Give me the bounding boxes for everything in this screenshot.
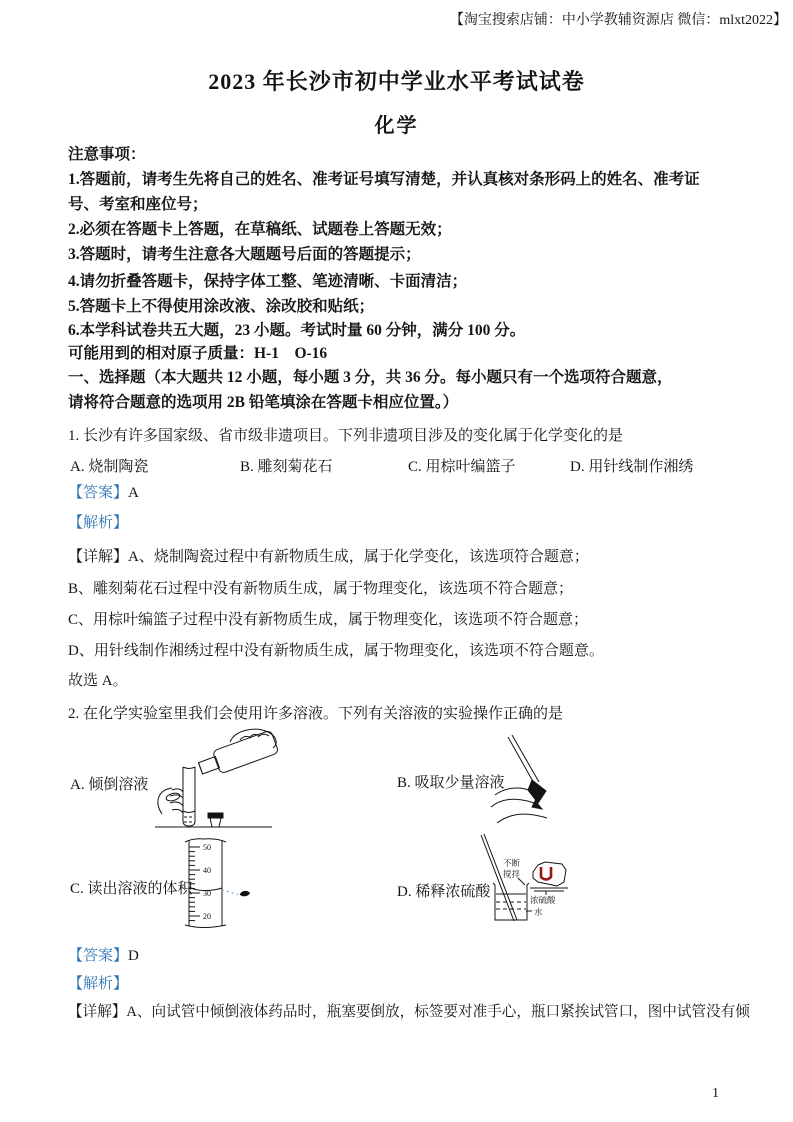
q2-option-d-label: D. 稀释浓硫酸 xyxy=(397,884,491,900)
answer-tag: 【答案】 xyxy=(68,948,129,964)
scale-50: 50 xyxy=(203,843,211,852)
eye-icon xyxy=(240,891,250,896)
q1-option-c: C. 用棕叶编篮子 xyxy=(408,459,516,475)
q1-answer-line xyxy=(68,484,139,502)
fig-dilute-acid xyxy=(478,832,638,928)
q1-option-a: A. 烧制陶瓷 xyxy=(70,459,149,475)
notice-5: 5.答题卡上不得使用涂改液、涂改胶和贴纸； xyxy=(68,298,375,315)
shop-watermark: 【淘宝搜索店铺：中小学教辅资源店 微信：mlxt2022】 xyxy=(449,13,787,28)
q1-detail-b: B、雕刻菊花石过程中没有新物质生成，属于物理变化，该选项不符合题意； xyxy=(68,581,574,597)
atomic-mass-note: 可能用到的相对原子质量：H-1 O-16 xyxy=(68,345,328,362)
q1-stem: 1. 长沙有许多国家级、省市级非遗项目。下列非遗项目涉及的变化属于化学变化的是 xyxy=(68,428,624,444)
answer-tag: 【答案】 xyxy=(68,485,129,501)
paper-subject: 化学 xyxy=(374,115,419,137)
paper-title: 2023 年长沙市初中学业水平考试试卷 xyxy=(208,69,585,94)
q2-option-c-label: C. 读出溶液的体积 xyxy=(70,881,193,897)
stir-label-line1: 不断 xyxy=(503,858,521,868)
notice-3: 3.答题时，请考生注意各大题题号后面的答题提示； xyxy=(68,246,421,263)
section-1-heading-line1: 一、选择题（本大题共 12 小题，每小题 3 分，共 36 分。每小题只有一个选项符合题意， xyxy=(68,369,673,386)
fig-pour-liquid xyxy=(140,726,310,831)
q2-detail-a-text: A、向试管中倾倒液体药品时，瓶塞要倒放，标签要对准手心，瓶口紧挨试管口，图中试管没有倾 xyxy=(126,1004,750,1020)
section-1-heading-line2: 请将符合题意的选项用 2B 铅笔填涂在答题卡相应位置。） xyxy=(68,394,459,411)
page-number: 1 xyxy=(712,1086,719,1101)
notice-6: 6.本学科试卷共五大题，23 小题。考试时量 60 分钟，满分 100 分。 xyxy=(68,322,526,339)
q2-answer-line xyxy=(68,947,139,965)
q1-analysis-line xyxy=(68,514,128,532)
q2-option-a-label: A. 倾倒溶液 xyxy=(70,777,149,793)
q1-option-b: B. 雕刻菊花石 xyxy=(240,459,333,475)
analysis-tag: 【解析】 xyxy=(68,976,129,992)
notice-1-line1: 1.答题前，请考生先将自己的姓名、准考证号填写清楚，并认真核对条形码上的姓名、准考证 xyxy=(68,171,700,188)
scale-40: 40 xyxy=(203,866,211,875)
water-label: 水 xyxy=(534,907,543,917)
q2-analysis-line xyxy=(68,975,128,993)
notice-4: 4.请勿折叠答题卡，保持字体工整、笔迹清晰、卡面清洁； xyxy=(68,273,468,290)
fig-graduated-cylinder xyxy=(183,836,258,931)
q2-detail-a xyxy=(68,1003,750,1021)
q1-detail-a xyxy=(68,548,589,566)
q1-answer-value: A xyxy=(128,485,139,501)
notice-heading: 注意事项： xyxy=(68,146,146,163)
stir-label-line2: 搅拌 xyxy=(503,869,521,879)
detail-tag: 【详解】 xyxy=(68,1004,127,1020)
notice-2: 2.必须在答题卡上答题，在草稿纸、试题卷上答题无效； xyxy=(68,221,452,238)
q1-detail-a-text: A、烧制陶瓷过程中有新物质生成，属于化学变化，该选项符合题意； xyxy=(128,549,589,565)
bottle-label-mark xyxy=(541,867,551,880)
q1-conclusion: 故选 A。 xyxy=(68,673,128,689)
fig-dropper xyxy=(487,731,572,827)
scale-30: 30 xyxy=(203,889,211,898)
acid-label: 浓硫酸 xyxy=(530,895,556,905)
sight-line xyxy=(222,890,240,895)
q2-option-b-label: B. 吸取少量溶液 xyxy=(397,775,505,791)
q2-stem: 2. 在化学实验室里我们会使用许多溶液。下列有关溶液的实验操作正确的是 xyxy=(68,706,564,722)
q1-option-d: D. 用针线制作湘绣 xyxy=(570,459,694,475)
q1-detail-c: C、用棕叶编篮子过程中没有新物质生成，属于物理变化，该选项不符合题意； xyxy=(68,612,589,628)
notice-1-line2: 号、考室和座位号； xyxy=(68,196,208,213)
analysis-tag: 【解析】 xyxy=(68,515,129,531)
detail-tag: 【详解】 xyxy=(68,549,129,565)
scale-20: 20 xyxy=(203,912,211,921)
q2-answer-value: D xyxy=(128,948,139,964)
q1-detail-d: D、用针线制作湘绣过程中没有新物质生成，属于物理变化，该选项不符合题意。 xyxy=(68,643,604,659)
